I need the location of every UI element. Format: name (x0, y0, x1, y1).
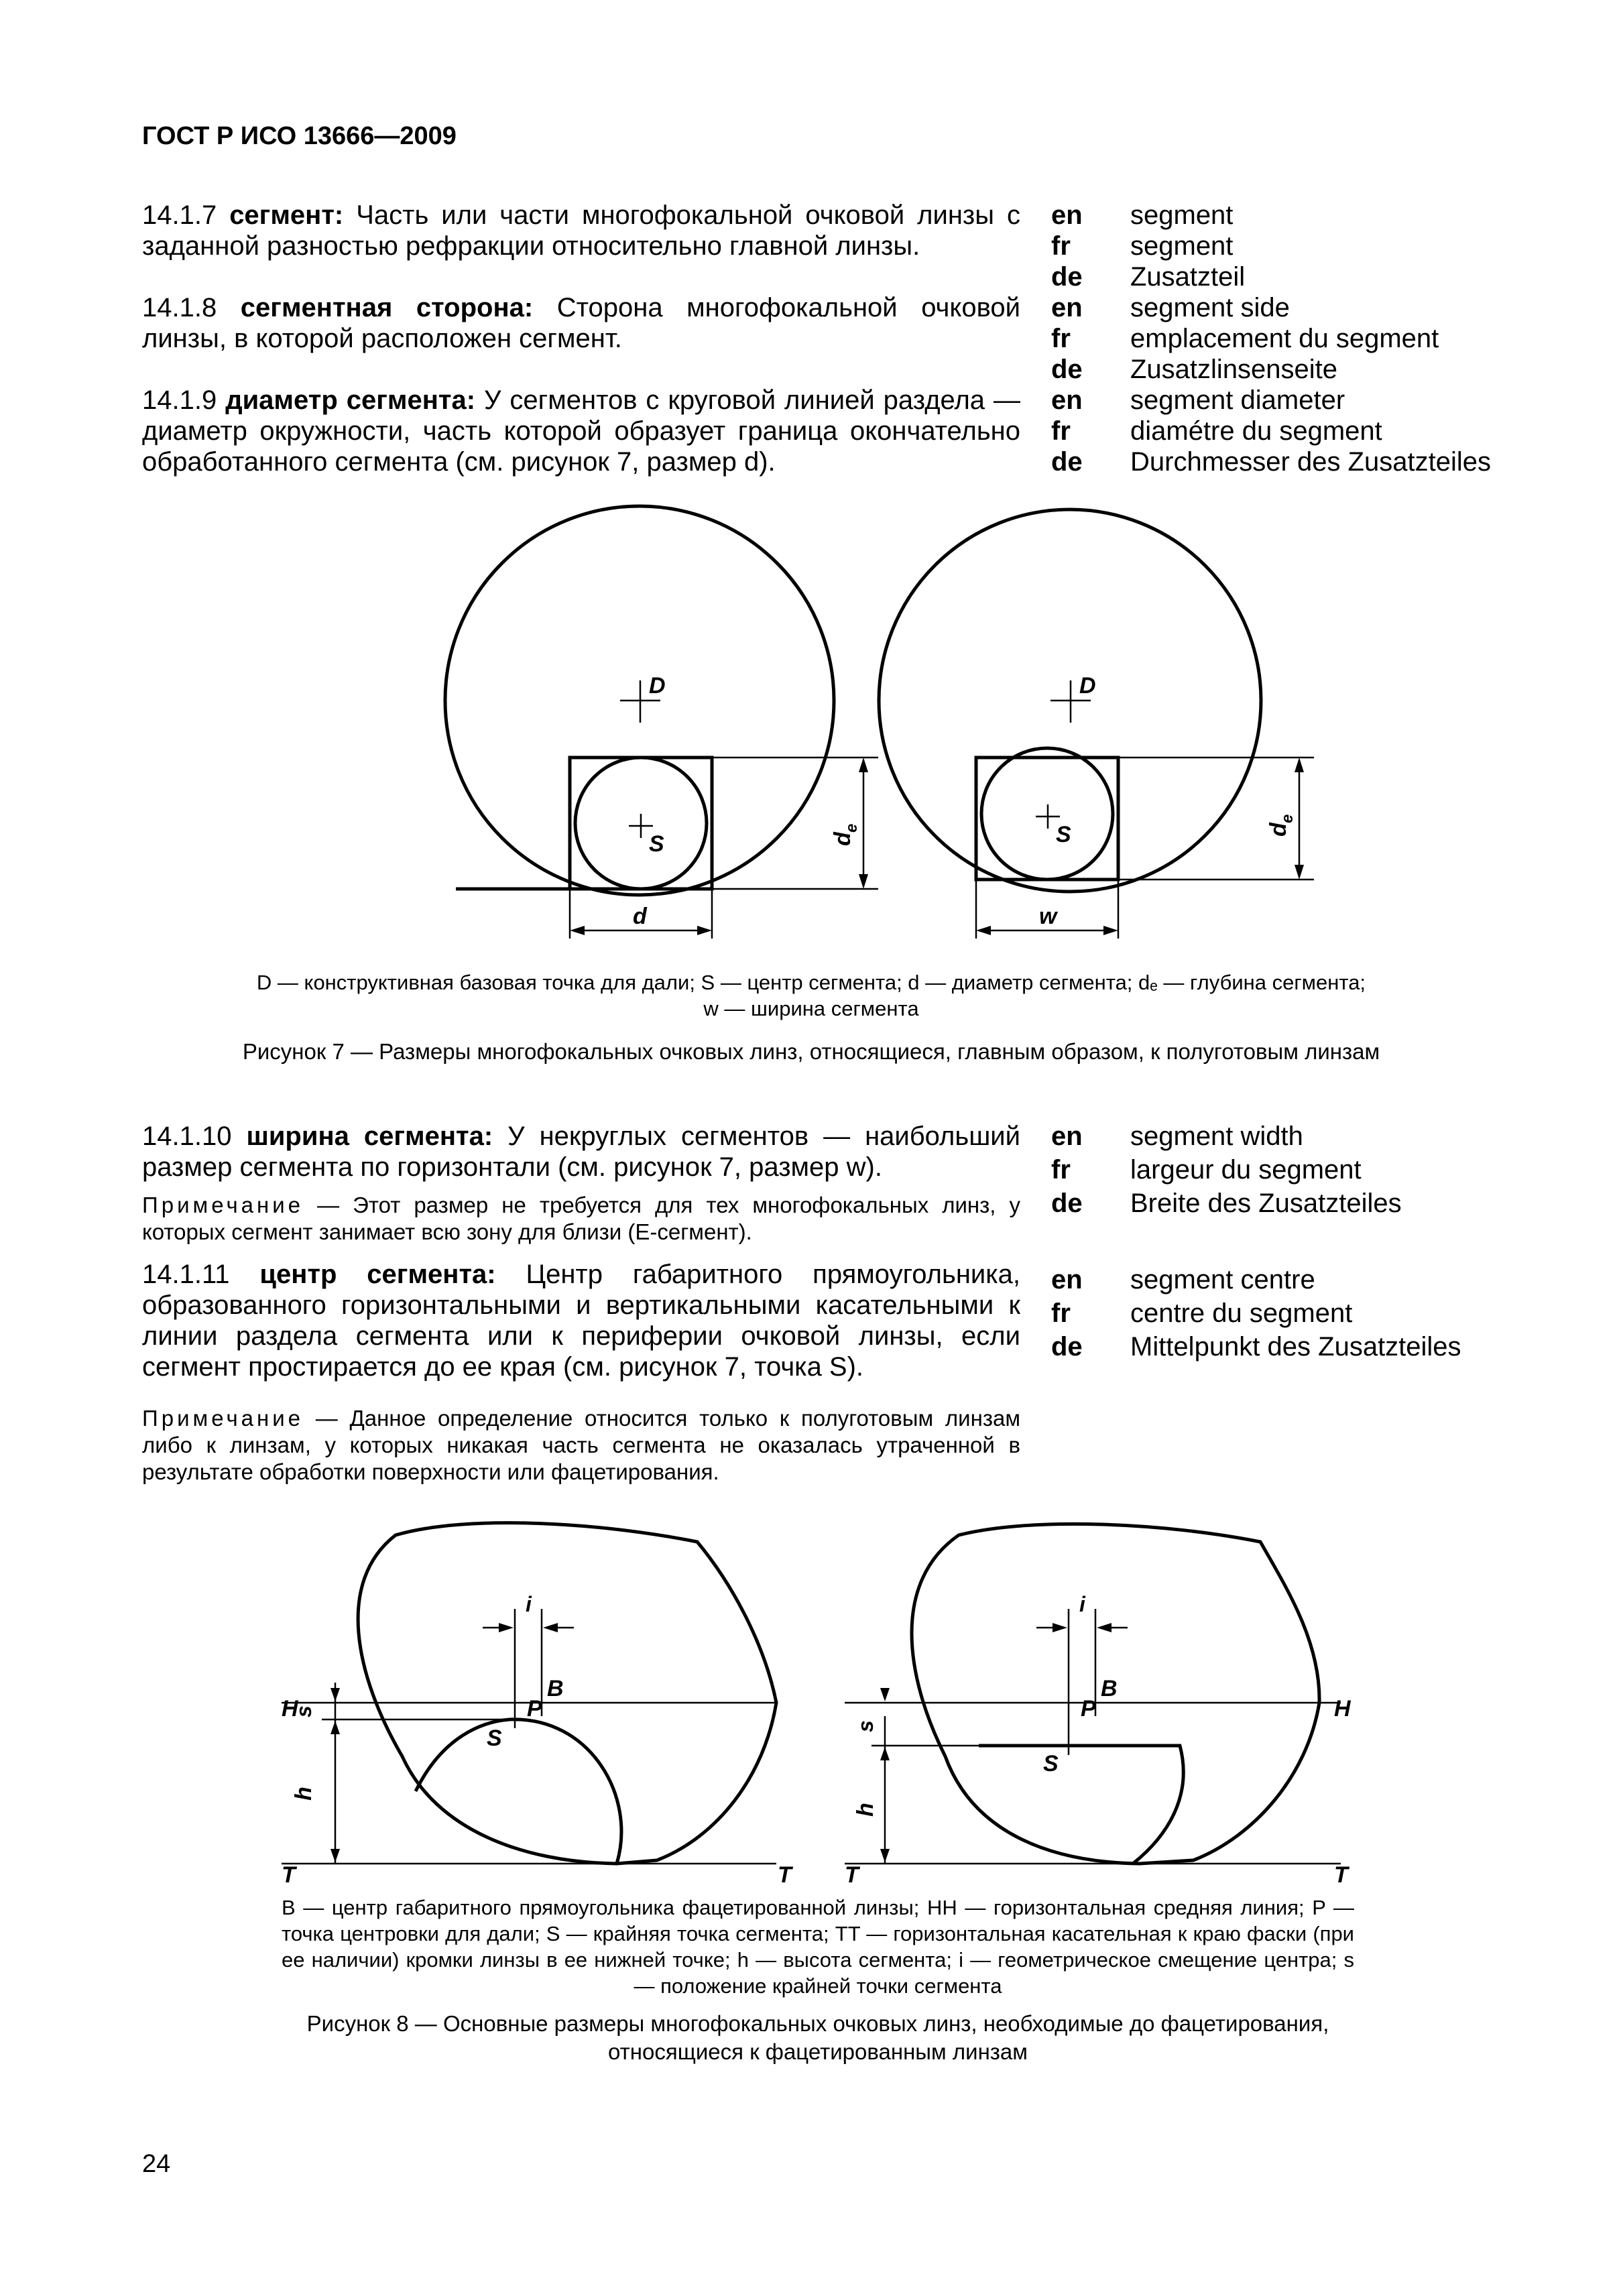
equivalent-term: centre du segment (1130, 1298, 1353, 1328)
label-T-1: T (282, 1862, 296, 1888)
segment-outline-left (416, 1719, 621, 1864)
page-number: 24 (142, 2150, 171, 2178)
figure-7-legend: D — конструктивная базовая точка для дали; S — центр сегмента; d — диаметр сегмента; dₑ — глубина сегмента; w — ширина сегмента (256, 971, 1366, 1020)
label-h-right: h (853, 1803, 878, 1817)
label-i-left: i (526, 1592, 532, 1616)
term-definition: У некруглых сегментов — наибольший размер сегмента по горизонтали (см. рисунок 7, размер w). (142, 1122, 1020, 1182)
label-H-right: H (1334, 1696, 1351, 1721)
term-entry-segment (142, 200, 1020, 261)
equivalent-term: Breite des Zusatzteiles (1130, 1189, 1402, 1218)
lang-code: en (1051, 1122, 1083, 1151)
lang-code: en (1051, 385, 1083, 415)
svg-text:e: e (1278, 814, 1297, 823)
label-s-left: s (292, 1705, 316, 1717)
lang-code: fr (1051, 1155, 1071, 1185)
term-definition: Сторона многофокальной очковой линзы, в которой расположен сегмент. (142, 293, 1020, 353)
term-entry-segment-side (142, 292, 1020, 354)
figure-8-legend: B — центр габаритного прямоугольника фацетированной линзы; HH — горизонтальная средняя линия; P — точка центровки для дали; S — крайняя точка сегмента; TT — горизонтальная касательная к краю фаски (при ее наличии) кромки линзы в ее нижней точке; h — высота сегмента; i — геометрическое смещение центра; s — положение крайней точки сегмента (282, 1896, 1354, 1998)
lang-code: de (1051, 262, 1083, 292)
note-segment-centre (142, 1405, 1020, 1486)
label-S-right: S (1056, 822, 1071, 847)
svg-text:d: d (1266, 823, 1291, 837)
lang-code: de (1051, 1332, 1083, 1362)
label-P-left: P (527, 1696, 542, 1721)
label-D-right: D (1079, 673, 1096, 699)
term-number: 14.1.7 (142, 200, 217, 230)
label-de-right (1266, 814, 1297, 837)
lang-code: de (1051, 447, 1083, 477)
equivalent-term: emplacement du segment (1130, 324, 1439, 353)
label-s-right: s (853, 1720, 878, 1732)
note-text: — Этот размер не требуется для тех многофокальных линз, у которых сегмент занимает всю зону для близи (E-сегмент). (142, 1193, 1020, 1244)
note-label: Примечание (142, 1406, 304, 1431)
label-h-left: h (291, 1787, 316, 1801)
lang-code: en (1051, 293, 1083, 322)
term-definition: У сегментов с круговой линией раздела — диаметр окружности, часть которой образует граница окончательно обработанного сегмента (см. рисунок 7, размер d). (142, 385, 1021, 477)
equivalent-term: segment diameter (1130, 385, 1345, 415)
equivalent-term: Mittelpunkt des Zusatzteiles (1130, 1332, 1461, 1362)
equivalent-term: segment (1130, 231, 1234, 261)
figure-8-caption: Рисунок 8 — Основные размеры многофокальных очковых линз, необходимые до фацетирования, относящиеся к фацетированным линзам (306, 2011, 1329, 2064)
term-name: ширина сегмента: (246, 1122, 493, 1151)
segment-outline-right (979, 1746, 1183, 1864)
equivalent-term: segment centre (1130, 1265, 1315, 1294)
lang-code: de (1051, 355, 1083, 384)
equivalent-term: Zusatzlinsenseite (1130, 355, 1338, 384)
note-text: — Данное определение относится только к полуготовым линзам либо к линзам, у которых никакая часть сегмента не оказалась утраченной в результате обработки поверхности или фацетирования. (142, 1406, 1021, 1484)
label-d: d (633, 904, 647, 929)
lang-code: fr (1051, 1298, 1071, 1328)
label-S-right: S (1043, 1751, 1059, 1776)
lang-code: fr (1051, 231, 1071, 261)
term-number: 14.1.10 (142, 1122, 232, 1151)
lang-code: fr (1051, 324, 1071, 353)
label-de-left (830, 824, 861, 846)
document-header: ГОСТ Р ИСО 13666—2009 (142, 122, 457, 150)
term-definition: Центр габаритного прямоугольника, образованного горизонтальными и вертикальными касательными к линии раздела сегмента или к периферии очковой линзы, если сегмент простирается до ее края (см. рисунок 7, точка S). (142, 1260, 1020, 1382)
label-w: w (1039, 904, 1057, 929)
svg-text:d: d (830, 832, 855, 846)
equivalent-term: largeur du segment (1130, 1155, 1362, 1185)
label-i-right: i (1079, 1592, 1085, 1616)
term-name: диаметр сегмента: (225, 385, 476, 415)
label-B-right: B (1101, 1676, 1118, 1701)
note-label: Примечание (142, 1193, 304, 1217)
term-number: 14.1.11 (142, 1260, 230, 1289)
label-S-left: S (487, 1726, 502, 1751)
figure-8-diagram (268, 1515, 1381, 1911)
label-P-right: P (1081, 1696, 1096, 1721)
lang-code: en (1051, 200, 1083, 230)
label-T-2: T (778, 1862, 792, 1888)
term-number: 14.1.8 (142, 293, 217, 322)
svg-text:e: e (843, 823, 861, 833)
label-S-left: S (649, 831, 664, 857)
equivalent-term: segment (1130, 200, 1234, 230)
figure-7-diagram (402, 496, 1381, 965)
term-name: центр сегмента: (259, 1260, 496, 1289)
term-entry-segment-diameter (142, 385, 1020, 477)
lang-code: en (1051, 1265, 1083, 1294)
lens-outline-left (358, 1523, 776, 1864)
label-T-4: T (1334, 1862, 1348, 1888)
label-H-left: H (282, 1696, 298, 1721)
term-name: сегментная сторона: (240, 293, 534, 322)
term-definition: Часть или части многофокальной очковой линзы с заданной разностью рефракции относительно главной линзы. (142, 200, 1020, 261)
lang-code: de (1051, 1189, 1083, 1218)
lang-code: fr (1051, 416, 1071, 446)
term-entry-segment-centre (142, 1259, 1020, 1382)
label-T-3: T (845, 1862, 859, 1888)
note-segment-width (142, 1192, 1020, 1246)
equivalent-term: diamétre du segment (1130, 416, 1382, 446)
label-D-left: D (649, 673, 666, 699)
term-name: сегмент: (229, 200, 344, 230)
figure-7-caption: Рисунок 7 — Размеры многофокальных очковых линз, относящиеся, главным образом, к полуготовым линзам (242, 1039, 1380, 1064)
equivalent-term: Durchmesser des Zusatzteiles (1130, 447, 1491, 477)
term-number: 14.1.9 (142, 385, 217, 415)
equivalent-term: Zusatzteil (1130, 262, 1246, 292)
term-entry-segment-width (142, 1121, 1020, 1183)
label-B-left: B (547, 1676, 564, 1701)
equivalent-term: segment width (1130, 1122, 1303, 1151)
equivalent-term: segment side (1130, 293, 1290, 322)
